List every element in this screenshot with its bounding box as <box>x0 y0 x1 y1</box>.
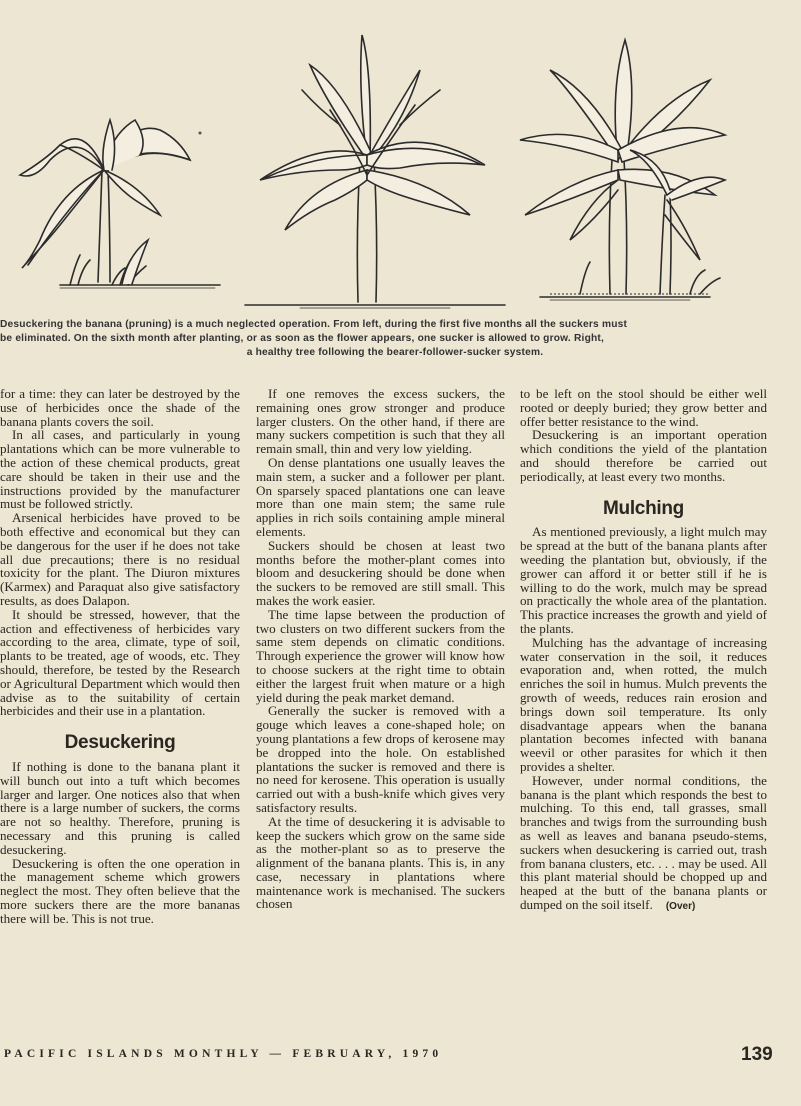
paragraph: Desuckering is often the one operation in the management scheme which growers neglect the most. They often believe that the more suckers there are the more bananas there will be. This is not true. <box>0 855 240 926</box>
caption-line-2: be eliminated. On the sixth month after planting, or as soon as the flower appears, one sucker is allowed to grow. Right, <box>0 333 605 344</box>
banana-illustration <box>0 30 801 320</box>
column-3 <box>520 387 767 914</box>
paragraph: In all cases, and particularly in young plantations which can be more vulnerable to the action of these chemical products, great care should be taken in their use and the instructions provided by the manufacturer must be followed strictly. <box>0 427 240 512</box>
paragraph: to be left on the stool should be either well rooted or deeply buried; they grow better and offer better resistance to the wind. <box>520 386 767 429</box>
paragraph: for a time: they can later be destroyed by the use of herbicides once the shade of the banana plants covers the soil. <box>0 386 240 429</box>
healthy-banana-tree-drawing <box>510 30 800 320</box>
banana-plant-with-sucker-drawing <box>240 30 510 320</box>
paragraph <box>520 774 767 914</box>
section-heading-mulching: Mulching <box>603 497 684 519</box>
caption-line-3: a healthy tree following the bearer-follower-sucker system. <box>246 347 544 358</box>
young-banana-plant-drawing <box>0 30 240 320</box>
caption-line-1: Desuckering the banana (pruning) is a much neglected operation. From left, during the first five months all the suckers must <box>0 319 628 330</box>
paragraph: It should be stressed, however, that the action and effectiveness of herbicides vary according to the area, climate, type of soil, plants to be treated, age of woods, etc. They should, therefore, be tested by the Research or Agricultural Department which would then advise as to the suitability of certain herbicides and their use in a plantation. <box>0 606 240 719</box>
section-heading-desuckering: Desuckering <box>64 732 176 754</box>
paragraph: On dense plantations one usually leaves the main stem, a sucker and a follower per plant. On sparsely spaced plantations one can leave more than one main stem; the same rule applies in rich soils containing ample mineral elements. <box>256 454 505 539</box>
paragraph-text: However, under normal conditions, the banana is the plant which responds the best to mulching. To this end, tall grasses, small branches and twigs from the surrounding bush as well as leaves and banana pseudo-stems, suckers when desuckering is carried out, trash from banana clusters, etc. . . . may be used. All this plant material should be chopped up and heaped at the butt of the banana plants or dumped on the soil itself. <box>520 772 767 912</box>
paragraph: At the time of desuckering it is advisable to keep the suckers which grow on the same side as the mother-plant so as to preserve the alignment of the banana plants. This is, in any case, necessary in plantations where maintenance work is mechanised. The suckers chosen <box>256 813 505 912</box>
paragraph: Arsenical herbicides have proved to be both effective and economical but they can be dangerous for the user if he does not take all due precautions; there is no residual toxicity for the plant. The Diuron mixtures (Karmex) and Paraquat also give satisfactory results, as does Dalapon. <box>0 510 240 608</box>
page-footer <box>0 1046 801 1068</box>
page-number: 139 <box>741 1044 773 1065</box>
paragraph: Generally the sucker is removed with a gouge which leaves a cone-shaped hole; on young plantations a few drops of kerosene may be dropped into the hole. On established plantations the sucker is removed and there is no need for kerosene. This operation is usually carried out with a bush-knife which gives very satisfactory results. <box>256 703 505 815</box>
paragraph: The time lapse between the production of two clusters on two different suckers from the same stem depends on climatic conditions. Through experience the grower will know how to choose suckers at the right time to obtain either the largest fruit when mature or a high yield during the peak market demand. <box>256 606 505 705</box>
continued-over-label: (Over) <box>665 900 696 912</box>
column-1 <box>0 387 240 925</box>
figure-caption <box>0 318 790 360</box>
paragraph: As mentioned previously, a light mulch may be spread at the butt of the banana plants after weeding the plantation but, obviously, if the grower can afford it or better still if he is willing to do the work, mulch may be spread on practically the whole area of the plantation. This practice increases the growth and yield of the plants. <box>520 524 767 636</box>
paragraph: If one removes the excess suckers, the remaining ones grow stronger and produce larger clusters. On the other hand, if there are many suckers competition is such that they all remain small, thin and very low yielding. <box>256 386 505 457</box>
publication-line: PACIFIC ISLANDS MONTHLY — FEBRUARY, 1970 <box>4 1048 443 1060</box>
paragraph: If nothing is done to the banana plant it will bunch out into a tuft which becomes larger and larger. One notices also that when there is a large number of suckers, the corms are not so healthy. Therefore, pruning is necessary and this pruning is called desuckering. <box>0 758 240 857</box>
column-2 <box>256 387 505 911</box>
paragraph: Suckers should be chosen at least two months before the mother-plant comes into bloom and desuckering should be done when the suckers to be removed are still small. This makes the work easier. <box>256 537 505 608</box>
paragraph: Desuckering is an important operation which conditions the yield of the plantation and should therefore be carried out periodically, at least every two months. <box>520 427 767 484</box>
paragraph: Mulching has the advantage of increasing water conservation in the soil, it reduces evaporation and, when rotted, the mulch enriches the soil in humus. Mulch prevents the growth of weeds, reduces rain erosion and brings down soil temperature. Its only disadvantage appears when the banana plantation becomes infected with banana weevil or other parasites for which it then provides a shelter. <box>520 634 767 774</box>
